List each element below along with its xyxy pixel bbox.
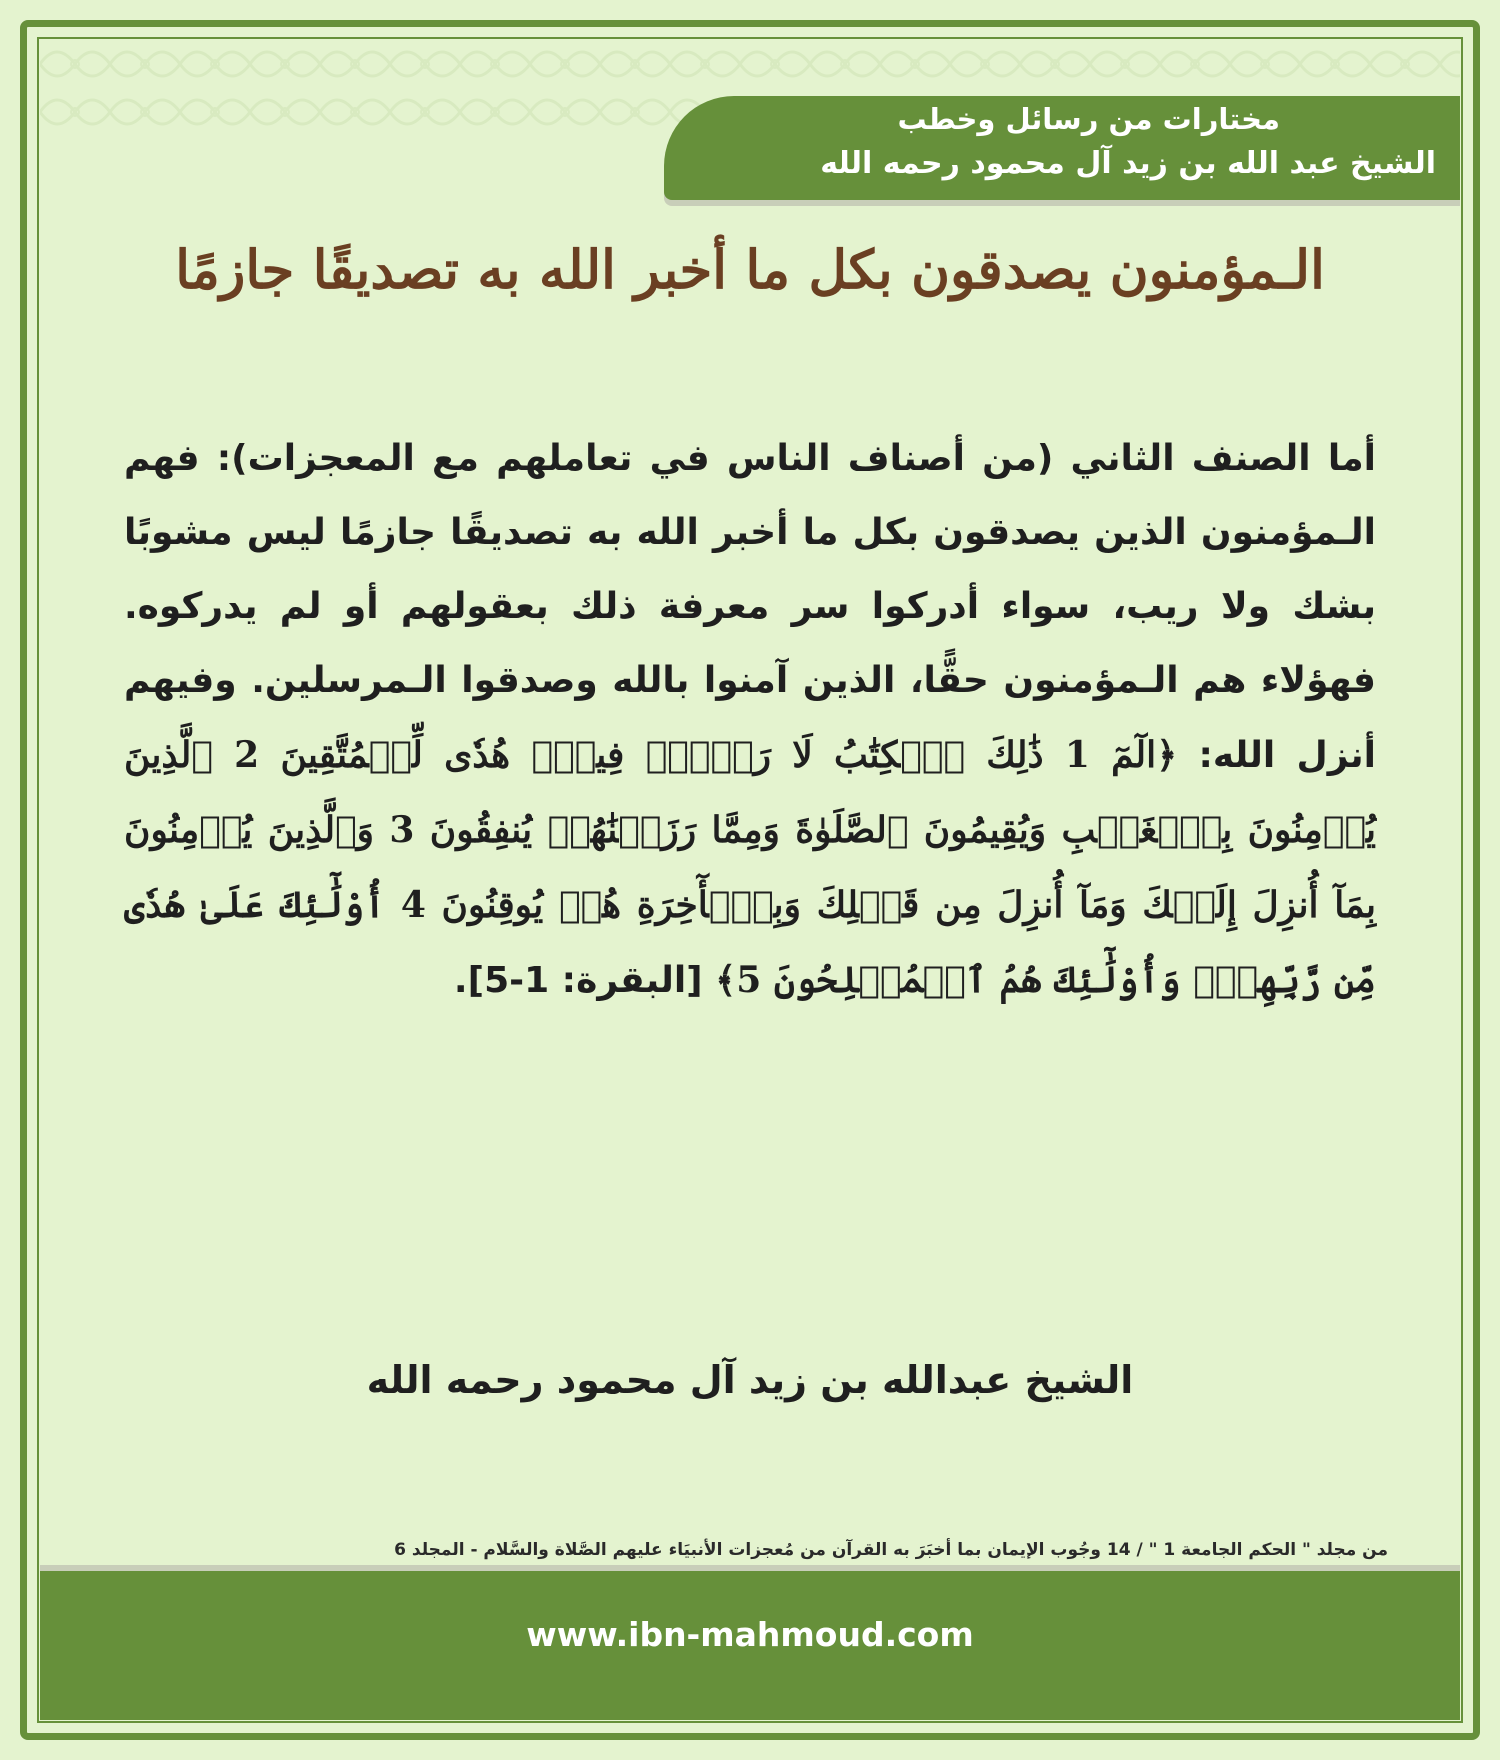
- source-citation: من مجلد " الحكم الجامعة 1 " / 14 وجُوب الإيمان بما أخبَرَ به القرآن من مُعجزات الأنبيَاء عليهم الصَّلاة والسَّلام - المجلد 6: [394, 1540, 1388, 1560]
- footer-url-link[interactable]: www.ibn-mahmoud.com: [526, 1615, 974, 1654]
- article-body: [124, 422, 1376, 1018]
- header-banner: [664, 96, 1460, 200]
- page: [40, 40, 1460, 1720]
- footer-band: [40, 1571, 1460, 1720]
- page-title: الـمؤمنون يصدقون بكل ما أخبر الله به تصديقًا جازمًا: [175, 239, 1325, 301]
- signature: الشيخ عبدالله بن زيد آل محمود رحمه الله: [366, 1358, 1134, 1402]
- body-intro: أما الصنف الثاني (من أصناف الناس في تعاملهم مع المعجزات): فهم الـمؤمنون الذين يصدقون بكل ما أخبر الله به تصديقًا جازمًا ليس مشوبًا بشك ولا ريب، سواء أدركوا سر معرفة ذلك بعقولهم أو لم يدركوه. فهؤلاء هم الـمؤمنون حقًّا، الذين آمنوا بالله وصدقوا الـمرسلين. وفيهم أنزل الله:: [124, 438, 1377, 776]
- quran-verse: ﴿الٓمٓ 1 ذَٰلِكَ ٱلۡكِتَٰبُ لَا رَيۡبَۛ فِيهِۛ هُدٗى لِّلۡمُتَّقِينَ 2 ٱلَّذِينَ يُؤۡمِنُونَ بِٱلۡغَيۡبِ وَيُقِيمُونَ ٱلصَّلَوٰةَ وَمِمَّا رَزَقۡنَٰهُمۡ يُنفِقُونَ 3 وَٱلَّذِينَ يُؤۡمِنُونَ بِمَآ أُنزِلَ إِلَيۡكَ وَمَآ أُنزِلَ مِن قَبۡلِكَ وَبِٱلۡأٓخِرَةِ هُمۡ يُوقِنُونَ 4 أُوْلَٰٓئِكَ عَلَىٰ هُدٗى مِّن رَّبِّهِمۡۖ وَأُوْلَٰٓئِكَ هُمُ ٱلۡمُفۡلِحُونَ 5﴾: [124, 734, 1376, 1001]
- header-author: الشيخ عبد الله بن زيد آل محمود رحمه الله: [820, 146, 1436, 181]
- header-series-title: مختارات من رسائل وخطب: [897, 102, 1280, 136]
- verse-reference: [البقرة: 1-5].: [453, 960, 716, 1001]
